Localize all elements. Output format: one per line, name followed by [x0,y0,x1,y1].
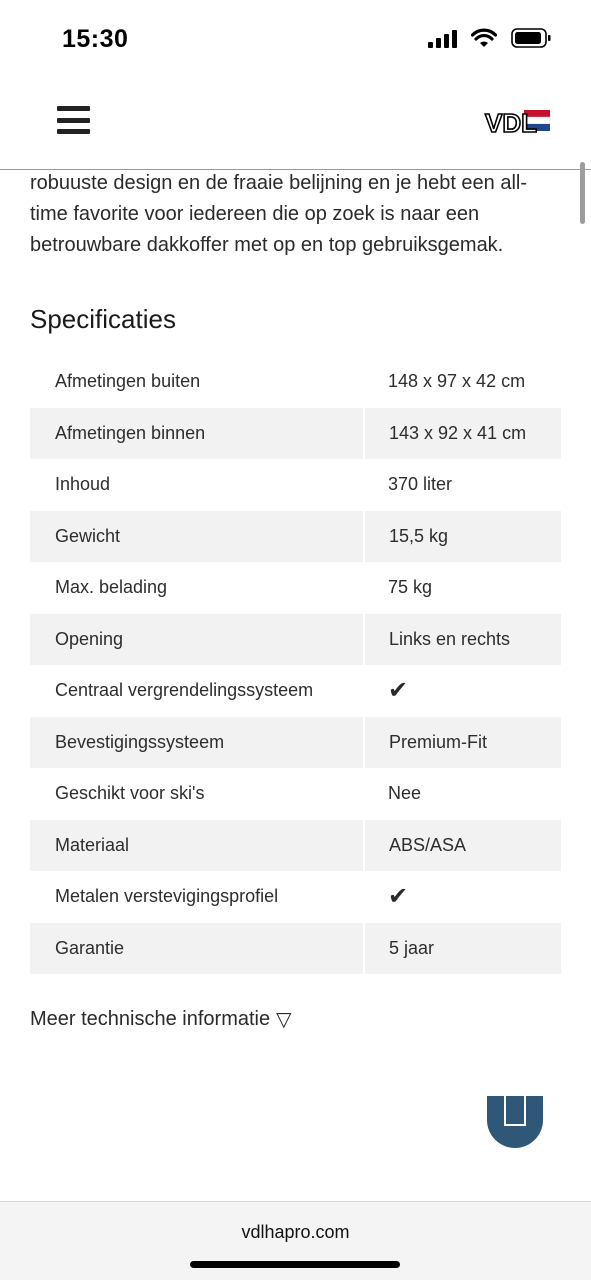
spec-label: Metalen verstevigingsprofiel [55,886,279,907]
spec-label: Garantie [30,923,364,975]
intro-paragraph: robuuste design en de fraaie belijning en je hebt een all-time favorite voor iedereen die op zoek is naar een betrouwbare dakkoffer met op en top gebruiksgemak. [30,172,528,256]
more-info-toggle[interactable] [30,1007,292,1032]
spec-label: Inhoud [55,474,111,495]
spec-label: Opening [30,614,364,666]
spec-value: 148 x 97 x 42 cm [388,371,526,392]
table-row [30,459,561,511]
spec-value: 15,5 kg [364,511,561,563]
table-row [30,665,561,717]
spec-label: Afmetingen buiten [55,371,201,392]
specs-table [30,356,561,974]
spec-value: 370 liter [388,474,453,495]
spec-value: Premium-Fit [364,717,561,769]
triangle-down-icon: ▽ [276,1009,292,1031]
table-row [30,356,561,408]
home-indicator[interactable] [190,1261,400,1268]
table-row [30,923,561,975]
spec-value: 75 kg [388,577,433,598]
table-row [30,511,561,563]
menu-icon[interactable] [57,106,90,134]
logo-text: VDL [485,108,537,138]
checkmark-icon: ✔ [388,882,409,910]
table-row [30,562,561,614]
signal-icon [428,28,457,48]
browser-address-bar[interactable] [0,1201,591,1280]
bookmark-icon [504,1096,526,1126]
more-info-label: Meer technische informatie [30,1008,271,1030]
table-row [30,871,561,923]
spec-label: Geschikt voor ski's [55,783,205,804]
spec-label: Bevestigingssysteem [30,717,364,769]
spec-label: Centraal vergrendelingssysteem [55,680,314,701]
status-time: 15:30 [62,25,129,53]
table-row [30,820,561,872]
url-text: vdlhapro.com [241,1222,350,1242]
table-row [30,614,561,666]
spec-value: Links en rechts [364,614,561,666]
battery-icon [511,28,551,48]
spec-label: Afmetingen binnen [30,408,364,460]
spec-value: ABS/ASA [364,820,561,872]
spec-value: 143 x 92 x 41 cm [364,408,561,460]
spec-value: Nee [388,783,422,804]
status-icons [428,28,551,48]
spec-label: Materiaal [30,820,364,872]
vdl-logo[interactable] [484,104,550,138]
scrollbar-thumb[interactable] [580,162,585,224]
checkmark-icon: ✔ [388,676,409,704]
floating-action-button[interactable] [487,1096,543,1148]
spec-value: 5 jaar [364,923,561,975]
table-row [30,717,561,769]
site-header [0,80,591,170]
table-row [30,408,561,460]
status-bar [0,0,591,80]
wifi-icon [471,28,497,48]
specs-title: Specificaties [30,304,176,334]
spec-label: Max. belading [55,577,168,598]
spec-label: Gewicht [30,511,364,563]
table-row [30,768,561,820]
